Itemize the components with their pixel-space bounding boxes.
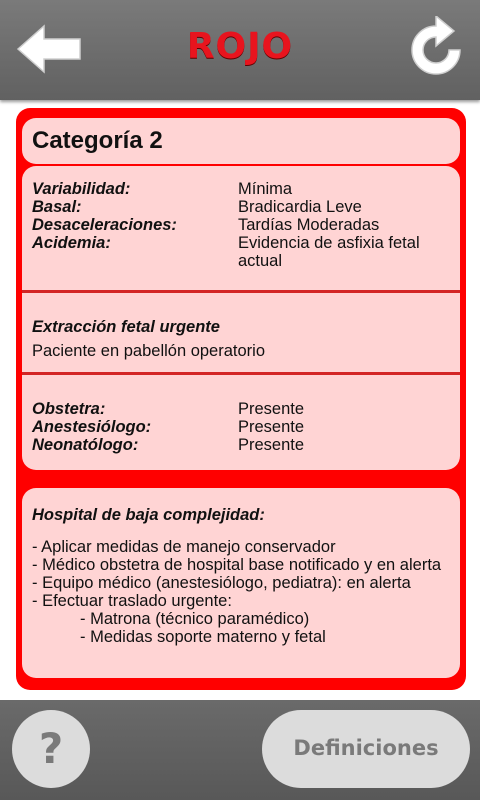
list-item: - Efectuar traslado urgente: xyxy=(32,592,232,610)
param-value-basal: Bradicardia Leve xyxy=(238,198,362,216)
param-label-acidemia: Acidemia: xyxy=(32,234,111,252)
param-value-desaceleraciones: Tardías Moderadas xyxy=(238,216,380,234)
category-title: Categoría 2 xyxy=(32,127,163,154)
extraction-text: Paciente en pabellón operatorio xyxy=(32,342,266,360)
staff-value-obstetra: Presente xyxy=(238,400,305,418)
hospital-card xyxy=(22,488,460,678)
refresh-icon xyxy=(402,16,470,84)
back-button[interactable] xyxy=(14,22,84,76)
staff-label-obstetra: Obstetra: xyxy=(32,400,106,418)
hospital-list xyxy=(32,538,452,646)
definitions-label: Definiciones xyxy=(293,736,439,760)
hospital-heading: Hospital de baja complejidad: xyxy=(32,506,265,524)
divider xyxy=(22,372,460,375)
param-value-variabilidad: Mínima xyxy=(238,180,293,198)
staff-label-neonatologo: Neonatólogo: xyxy=(32,436,139,454)
help-button[interactable] xyxy=(12,710,90,788)
param-label-variabilidad: Variabilidad: xyxy=(32,180,131,198)
page-title: ROJO xyxy=(186,26,294,67)
staff-value-neonatologo: Presente xyxy=(238,436,305,454)
staff-label-anestesiologo: Anestesiólogo: xyxy=(32,418,152,436)
param-label-desaceleraciones: Desaceleraciones: xyxy=(32,216,177,234)
list-subitem: - Matrona (técnico paramédico) xyxy=(80,610,310,628)
param-value-acidemia: Evidencia de asfixia fetal actual xyxy=(238,234,420,270)
list-subitem: - Medidas soporte materno y fetal xyxy=(80,628,326,646)
category-panel xyxy=(16,108,466,690)
category-card xyxy=(22,118,460,164)
staff-value-anestesiologo: Presente xyxy=(238,418,305,436)
extraction-heading: Extracción fetal urgente xyxy=(32,318,220,336)
list-item: - Médico obstetra de hospital base notificado y en alerta xyxy=(32,556,442,574)
refresh-button[interactable] xyxy=(402,16,470,84)
divider xyxy=(22,290,460,293)
details-card xyxy=(22,166,460,470)
definitions-button[interactable] xyxy=(262,710,470,788)
list-item: - Aplicar medidas de manejo conservador xyxy=(32,538,336,556)
list-item: - Equipo médico (anestesiólogo, pediatra): en alerta xyxy=(32,574,411,592)
param-label-basal: Basal: xyxy=(32,198,82,216)
back-arrow-icon xyxy=(14,22,84,76)
help-label: ? xyxy=(38,724,64,773)
